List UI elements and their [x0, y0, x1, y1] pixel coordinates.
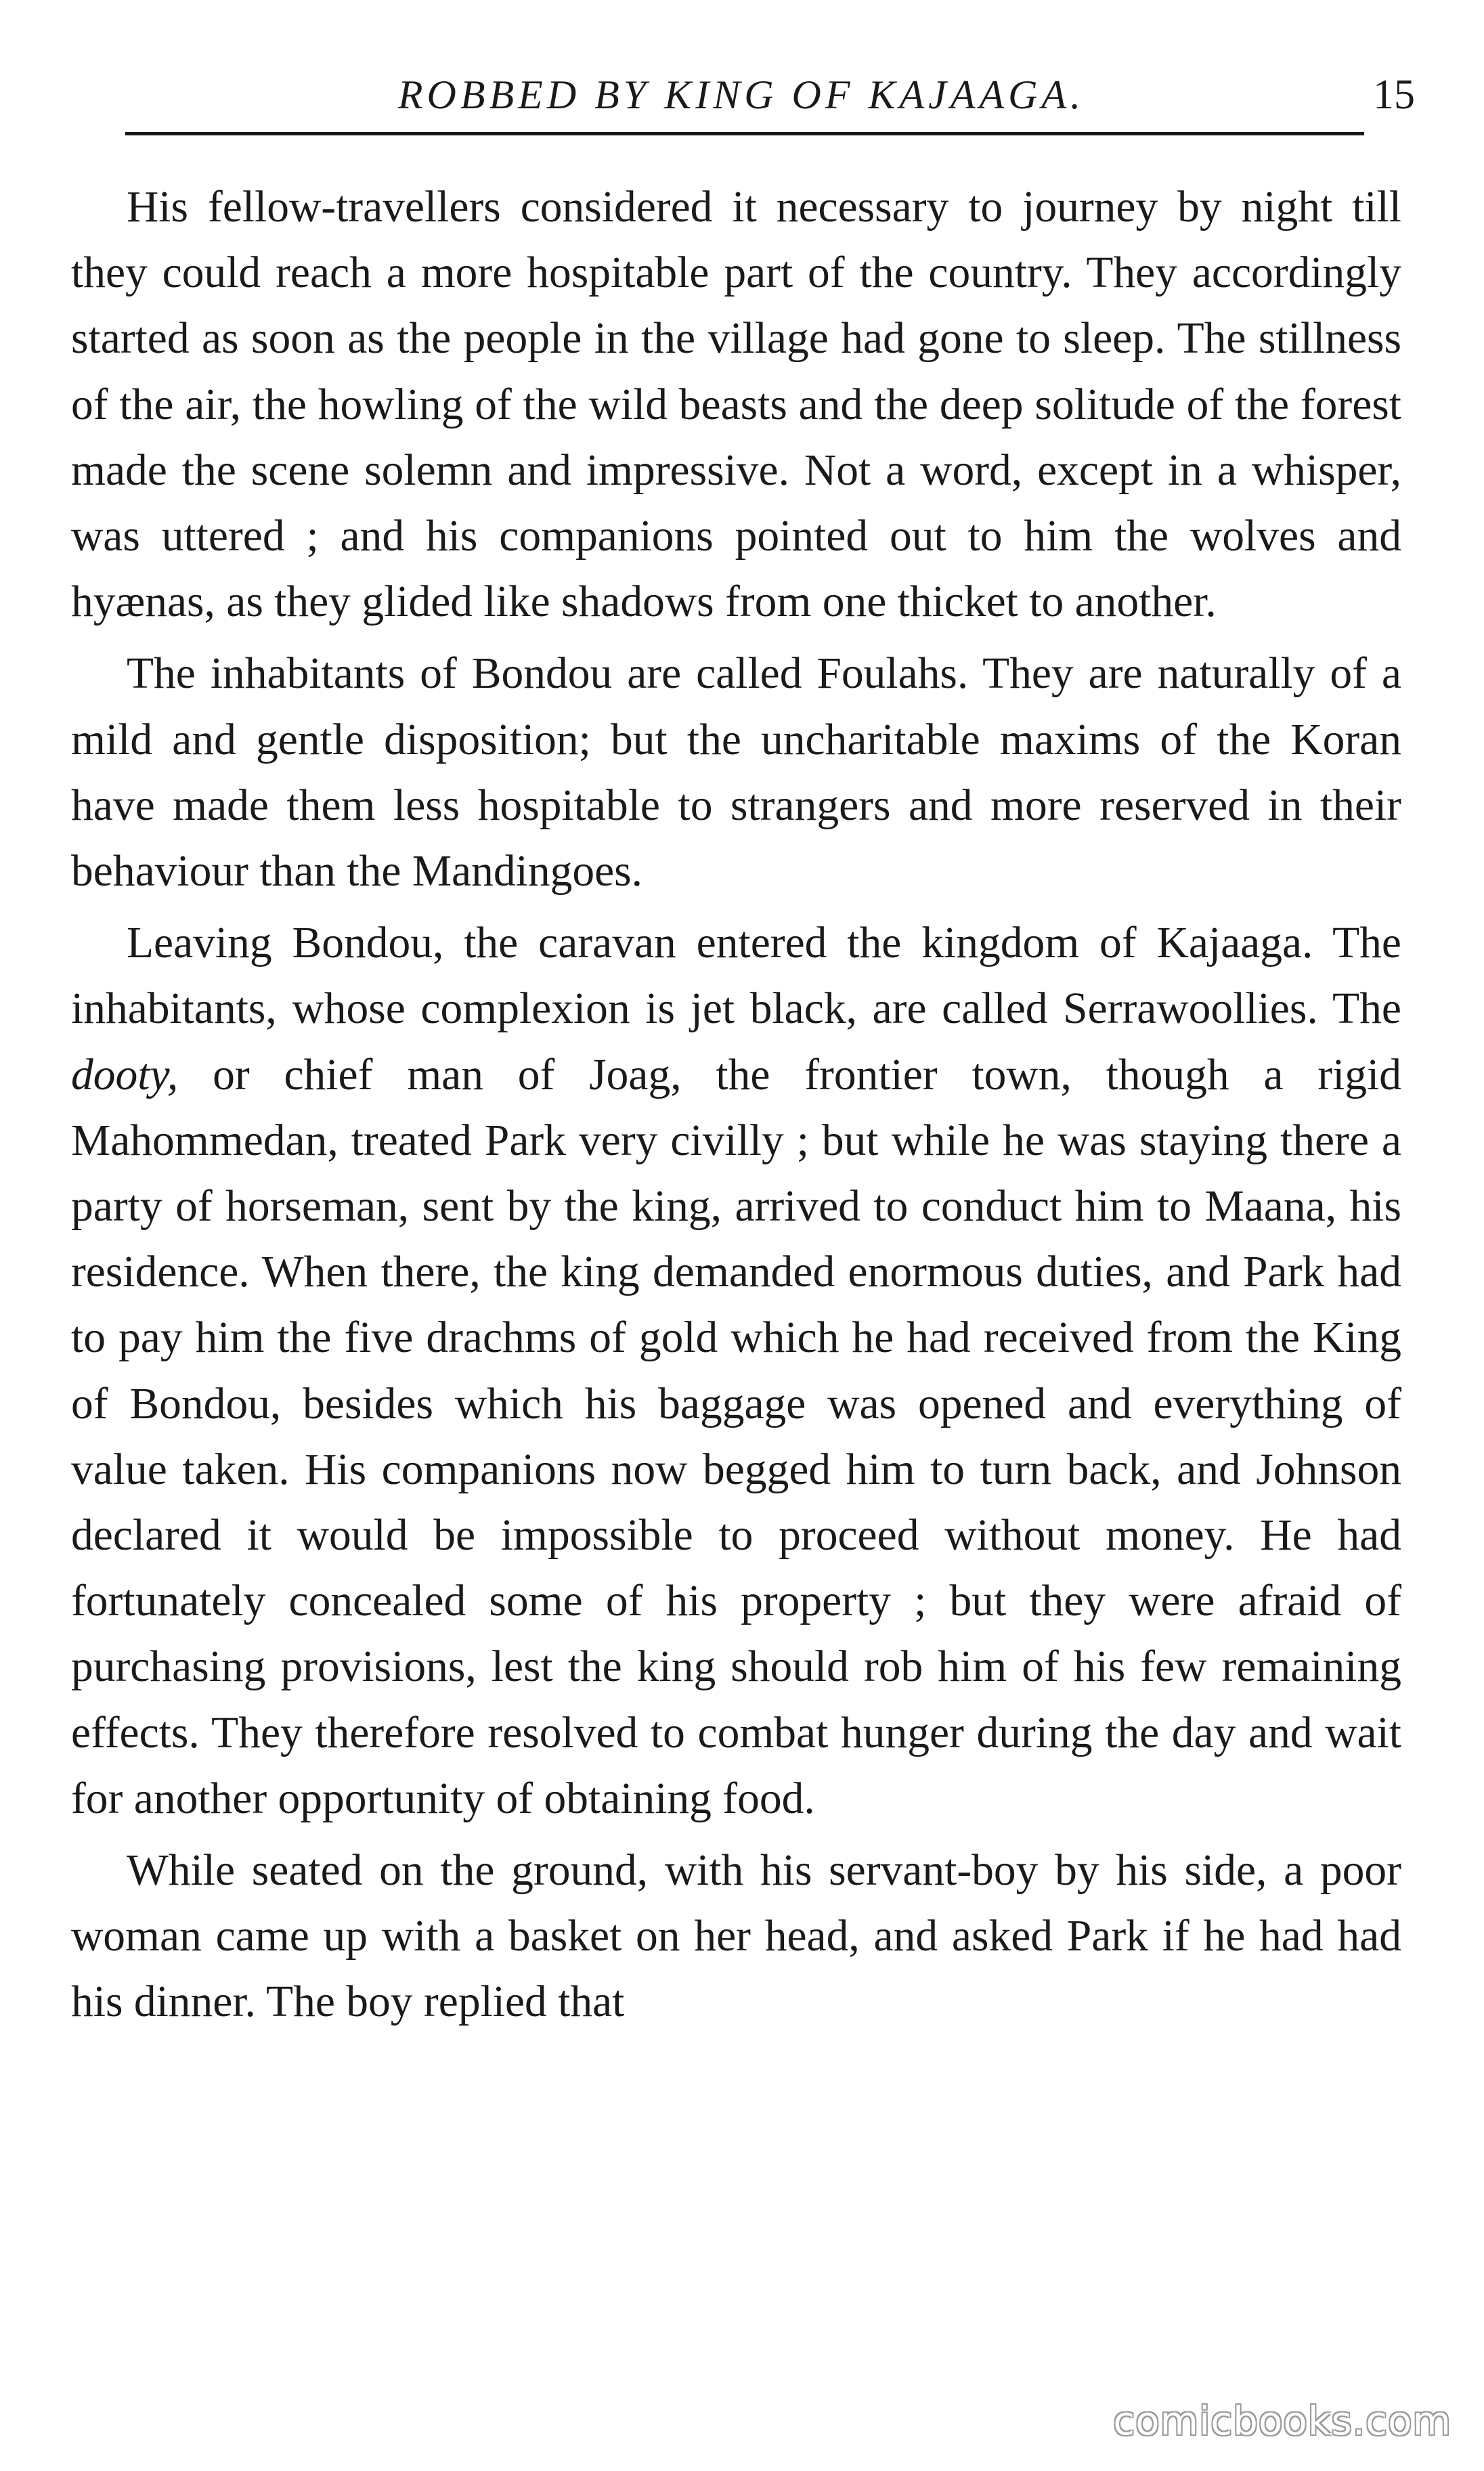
paragraph-4: While seated on the ground, with his servant-boy by his side, a poor woman came up with a basket on her head, and asked Park if he had had his dinner. The boy replied that [71, 1846, 1401, 2027]
paragraph-3-part-a: Leaving Bondou, the caravan entered the kingdom of Kajaaga. The inhabitants, whose complexion is jet black, are called Serrawoollies. The [71, 919, 1401, 1034]
running-title: ROBBED BY KING OF KAJAAGA. [397, 72, 1085, 117]
paragraph-2: The inhabitants of Bondou are called Foulahs. They are naturally of a mild and gentle disposition; but the uncharitable maxims of the Koran have made them less hospitable to strangers and more reserved in their behaviour than the Mandingoes. [71, 649, 1401, 896]
watermark: comicbooks.com [1113, 2398, 1452, 2444]
page-number: 15 [1373, 72, 1415, 118]
paragraph-1: His fellow-travellers considered it necessary to journey by night till they could reach a more hospitable part of the country. They accordingly started as soon as the people in the village had gone to sleep. The stillness of the air, the howling of the wild beasts and the deep solitude of the forest made the scene solemn and impressive. Not a word, except in a whisper, was uttered ; and his companions pointed out to him the wolves and hyænas, as they glided like shadows from one thicket to another. [71, 183, 1401, 627]
paragraph-3-part-b: or chief man of Joag, the frontier town, though a rigid Mahommedan, treated Park very civilly ; but while he was staying there a party of horseman, sent by the king, arrived to conduct him to Maana, his residence. When there, the king demanded enormous duties, and Park had to pay him the five drachms of gold which he had received from the King of Bondou, besides which his baggage was opened and everything of value taken. His companions now begged him to turn back, and Johnson declared it would be impossible to proceed without money. He had fortunately concealed some of his property ; but they were afraid of purchasing provisions, lest the king should rob him of his few remaining effects. They therefore resolved to combat hunger during the day and wait for another opportunity of obtaining food. [71, 1050, 1401, 1823]
dooty-italic-term: dooty, [71, 1050, 179, 1099]
body-text [71, 175, 1401, 2036]
header-rule [125, 132, 1364, 135]
paragraph-3 [71, 911, 1401, 1832]
running-head [68, 64, 1415, 125]
